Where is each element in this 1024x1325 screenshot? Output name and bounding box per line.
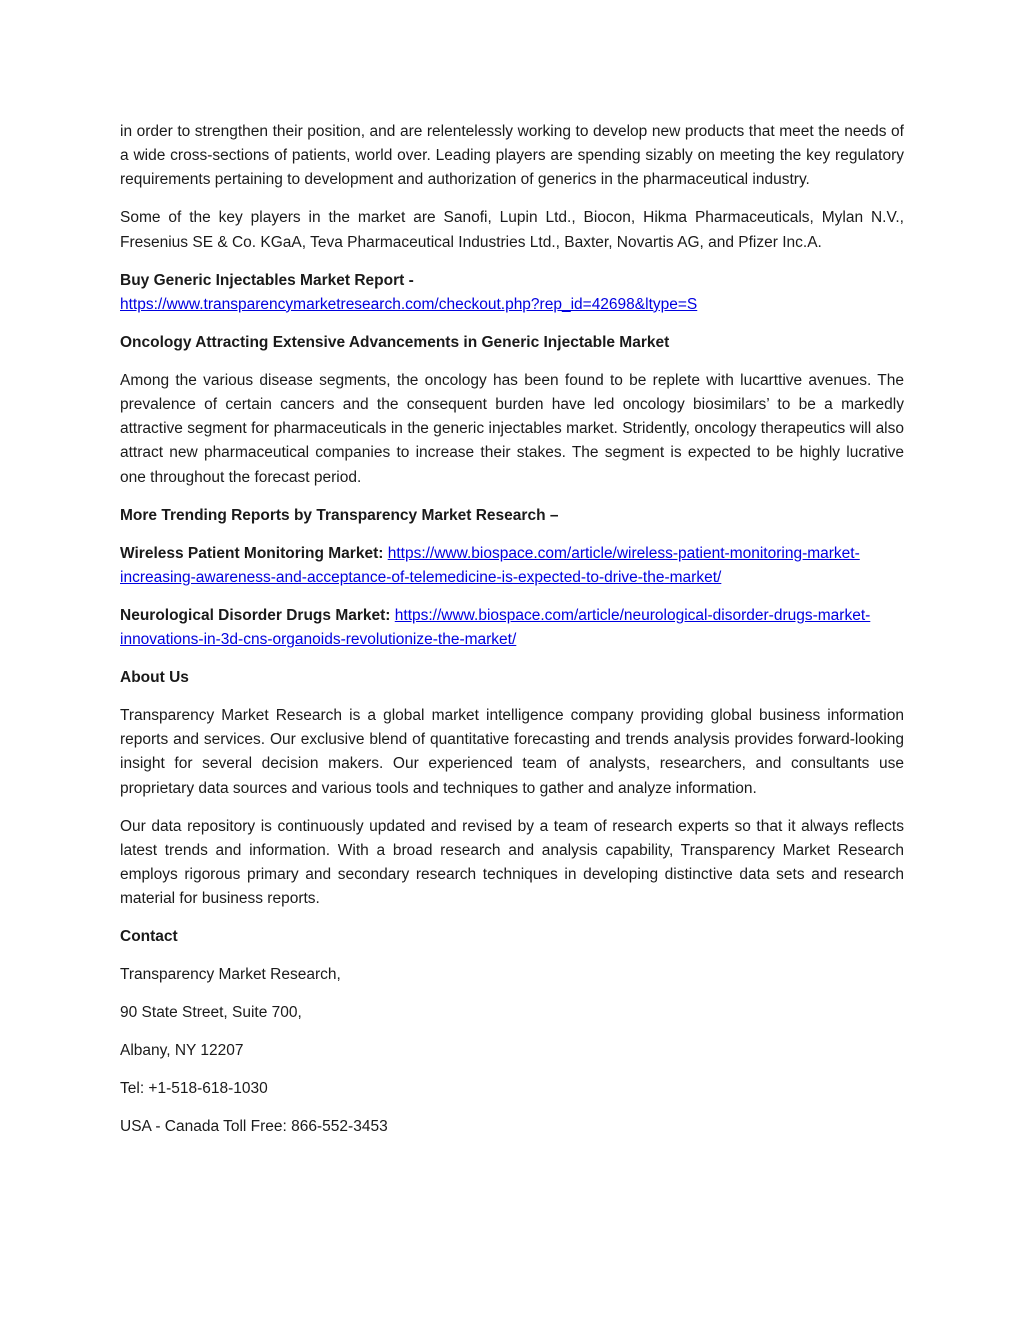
trending-item-label: Wireless Patient Monitoring Market: (120, 544, 384, 562)
oncology-paragraph: Among the various disease segments, the oncology has been found to be replete with lucarttive avenues. The prevalence of certain cancers and the consequent burden have led oncology biosimilars’ to be a markedly attractive segment for pharmaceuticals in the generic injectables market. Stridently, oncology therapeutics will also attract new pharmaceutical companies to increase their stakes. The segment is expected to be highly lucrative one throughout the forecast period. (120, 371, 904, 486)
contact-street: 90 State Street, Suite 700, (120, 1004, 302, 1022)
intro-paragraph: in order to strengthen their position, and are relentelessly working to develop new products that meet the needs of a wide cross-sections of patients, world over. Leading players are spending sizably on meeting the key regulatory requirements pertaining to development and authorization of generics in the pharmaceutical industry. (120, 123, 904, 189)
trending-item-label: Neurological Disorder Drugs Market: (120, 606, 391, 624)
about-paragraph-2: Our data repository is continuously updated and revised by a team of research experts so that it always reflects latest trends and information. With a broad research and analysis capability, Transparency Market Research employs rigorous primary and secondary research techniques in developing distinctive data sets and research material for business reports. (120, 817, 904, 908)
buy-report-link[interactable]: https://www.transparencymarketresearch.com/checkout.php?rep_id=42698&ltype=S (120, 295, 698, 313)
contact-city: Albany, NY 12207 (120, 1042, 244, 1060)
trending-item-link[interactable]: https://www.biospace.com/article/neurological-disorder-drugs-market-innovations-in-3d-cns-organoids-revolutionize-the-market/ (120, 606, 871, 649)
buy-report-block (120, 269, 904, 317)
contact-tel: Tel: +1-518-618-1030 (120, 1080, 268, 1098)
oncology-heading: Oncology Attracting Extensive Advancements in Generic Injectable Market (120, 333, 670, 351)
contact-toll-free: USA - Canada Toll Free: 866-552-3453 (120, 1118, 388, 1136)
about-paragraph-1: Transparency Market Research is a global market intelligence company providing global business information reports and services. Our exclusive blend of quantitative forecasting and trends analysis provides forward-looking insight for several decision makers. Our experienced team of analysts, researchers, and consultants use proprietary data sources and various tools and techniques to gather and analyze information. (120, 707, 904, 797)
about-heading: About Us (120, 669, 189, 687)
key-players-paragraph: Some of the key players in the market are Sanofi, Lupin Ltd., Biocon, Hikma Pharmaceuticals, Mylan N.V., Fresenius SE & Co. KGaA, Teva Pharmaceutical Industries Ltd., Baxter, Novartis AG, and Pfizer Inc.A. (120, 209, 904, 251)
trending-item-link[interactable]: https://www.biospace.com/article/wireless-patient-monitoring-market-increasing-awareness-and-acceptance-of-telemedicine-is-expected-to-drive-the-market/ (120, 544, 860, 586)
trending-item-neurological (120, 604, 904, 652)
buy-report-label: Buy Generic Injectables Market Report - (120, 271, 414, 289)
trending-heading: More Trending Reports by Transparency Market Research – (120, 506, 559, 524)
contact-heading: Contact (120, 928, 178, 946)
document-page (120, 120, 904, 1153)
contact-company: Transparency Market Research, (120, 966, 341, 984)
trending-item-wireless (120, 542, 904, 590)
